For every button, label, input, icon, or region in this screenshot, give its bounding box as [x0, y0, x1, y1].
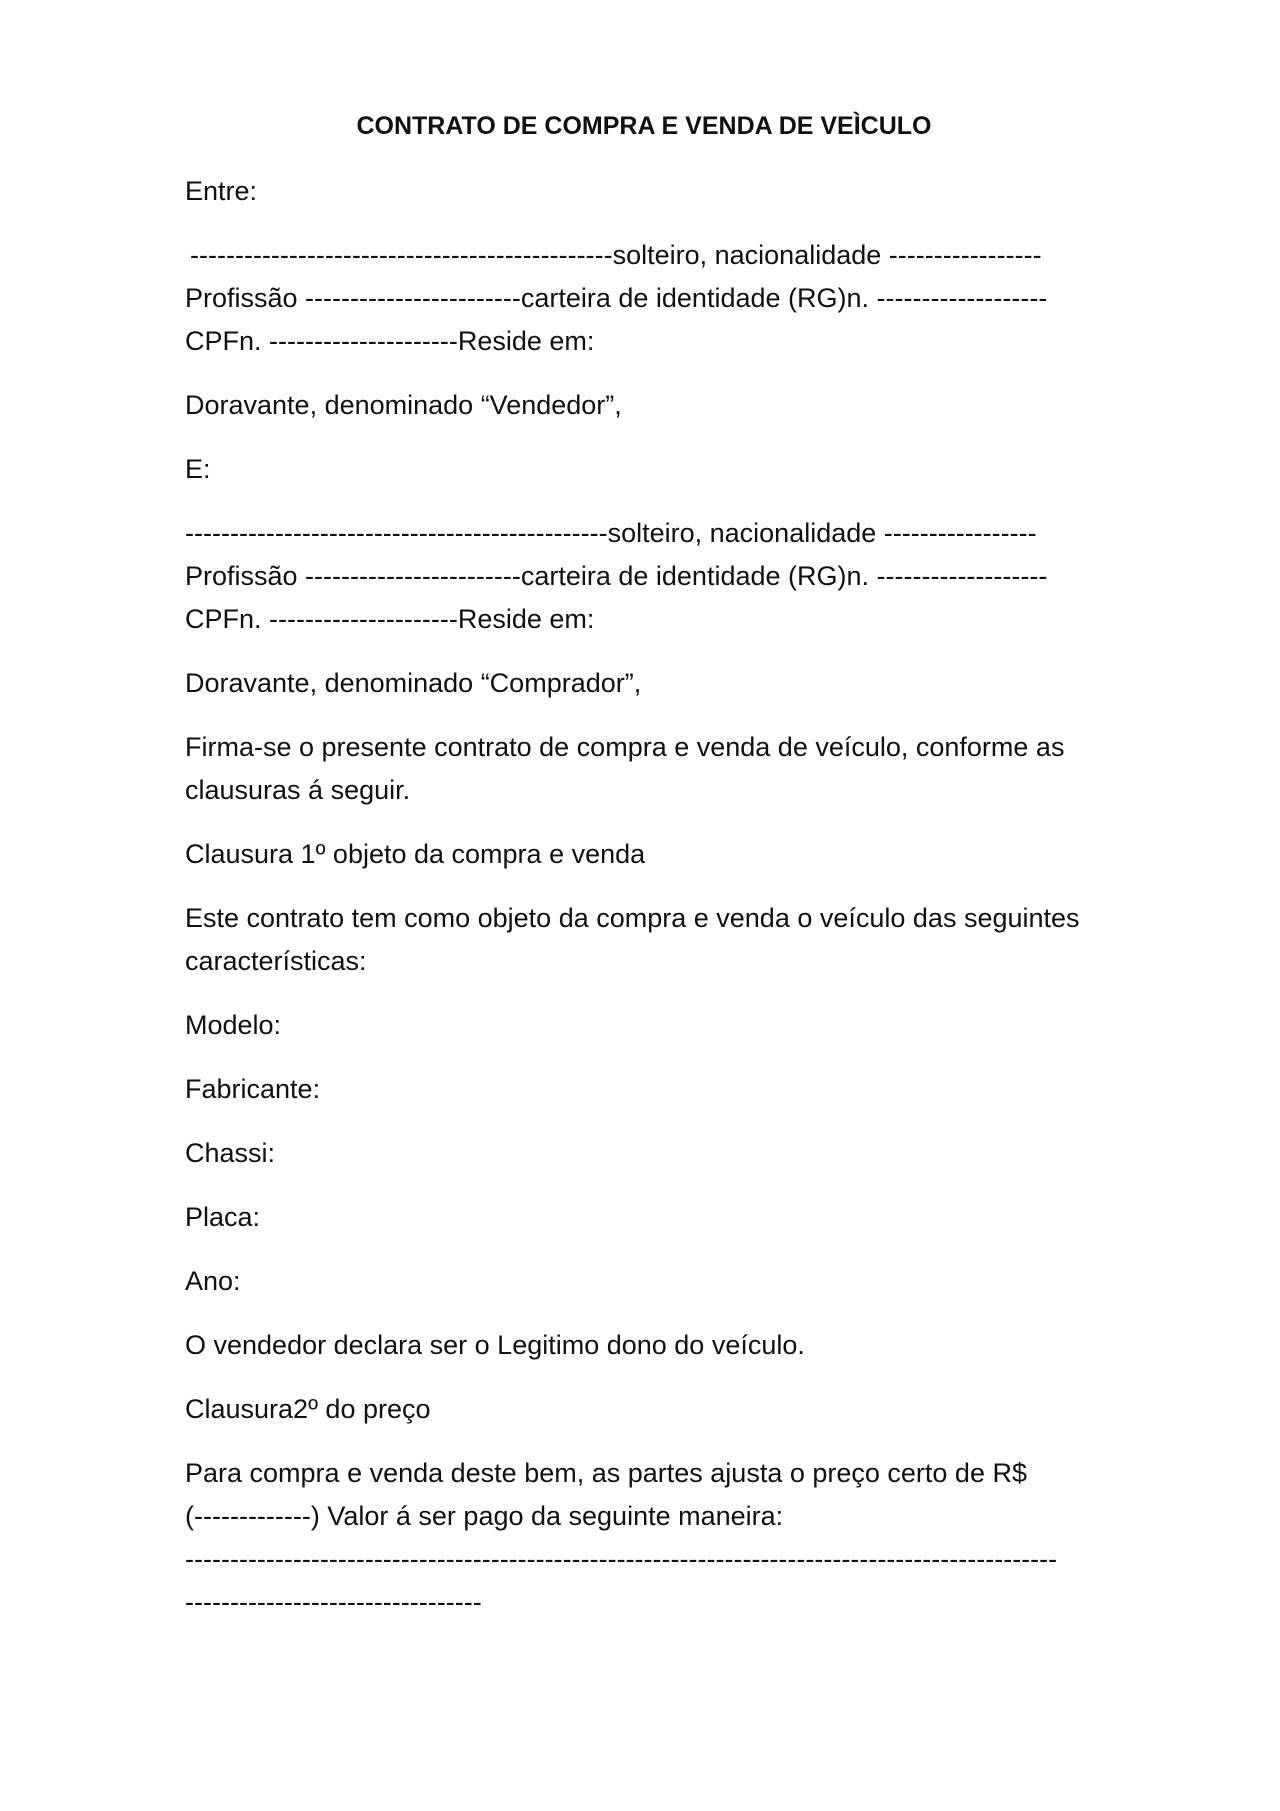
contract-title: CONTRATO DE COMPRA E VENDA DE VEÌCULO: [356, 112, 932, 140]
buyer-designation: Doravante, denominado “Comprador”,: [185, 668, 642, 698]
buyer-info-line-1: -----------------------------------------------solteiro, nacionalidade -----------------: [185, 518, 1037, 548]
buyer-info-line-2: Profissão ------------------------carteira de identidade (RG)n. -------------------: [185, 561, 1048, 591]
seller-info-line-1: -----------------------------------------------solteiro, nacionalidade -----------------: [190, 240, 1042, 270]
clause-1-line-2: características:: [185, 946, 367, 976]
intro-line-2: clausuras á seguir.: [185, 775, 411, 805]
clause-1-text: [185, 897, 1115, 983]
intro-line-1: Firma-se o presente contrato de compra e venda de veículo, conforme as: [185, 732, 1065, 762]
clause-2-line-3: -------------------------------------------------------------------------------------------------: [185, 1544, 1058, 1574]
clause-2-text: [185, 1452, 1115, 1624]
field-ano: Ano:: [185, 1266, 241, 1296]
field-chassi: Chassi:: [185, 1138, 276, 1168]
seller-info-line-2: Profissão ------------------------carteira de identidade (RG)n. -------------------: [185, 283, 1048, 313]
clause-1-title: Clausura 1º objeto da compra e venda: [185, 839, 646, 869]
clause-1-line-1: Este contrato tem como objeto da compra e venda o veículo das seguintes: [185, 903, 1080, 933]
clause-2-line-2: (-------------) Valor á ser pago da seguinte maneira:: [185, 1501, 784, 1531]
buyer-info-line-3: CPFn. ---------------------Reside em:: [185, 604, 595, 634]
entre-label: Entre:: [185, 176, 258, 206]
seller-info-line-3: CPFn. ---------------------Reside em:: [185, 326, 595, 356]
document-body: [185, 170, 1115, 1645]
buyer-info-block: [185, 512, 1115, 641]
clause-2-line-4: ---------------------------------: [185, 1587, 482, 1617]
seller-designation: Doravante, denominado “Vendedor”,: [185, 390, 622, 420]
field-fabricante: Fabricante:: [185, 1074, 321, 1104]
field-placa: Placa:: [185, 1202, 261, 1232]
intro-paragraph: [185, 726, 1115, 812]
clause-2-title: Clausura2º do preço: [185, 1394, 431, 1424]
clause-2-line-1: Para compra e venda deste bem, as partes ajusta o preço certo de R$: [185, 1458, 1027, 1488]
e-label: E:: [185, 454, 211, 484]
owner-declaration: O vendedor declara ser o Legitimo dono do veículo.: [185, 1330, 805, 1360]
seller-info-block: [185, 234, 1115, 363]
field-modelo: Modelo:: [185, 1010, 282, 1040]
